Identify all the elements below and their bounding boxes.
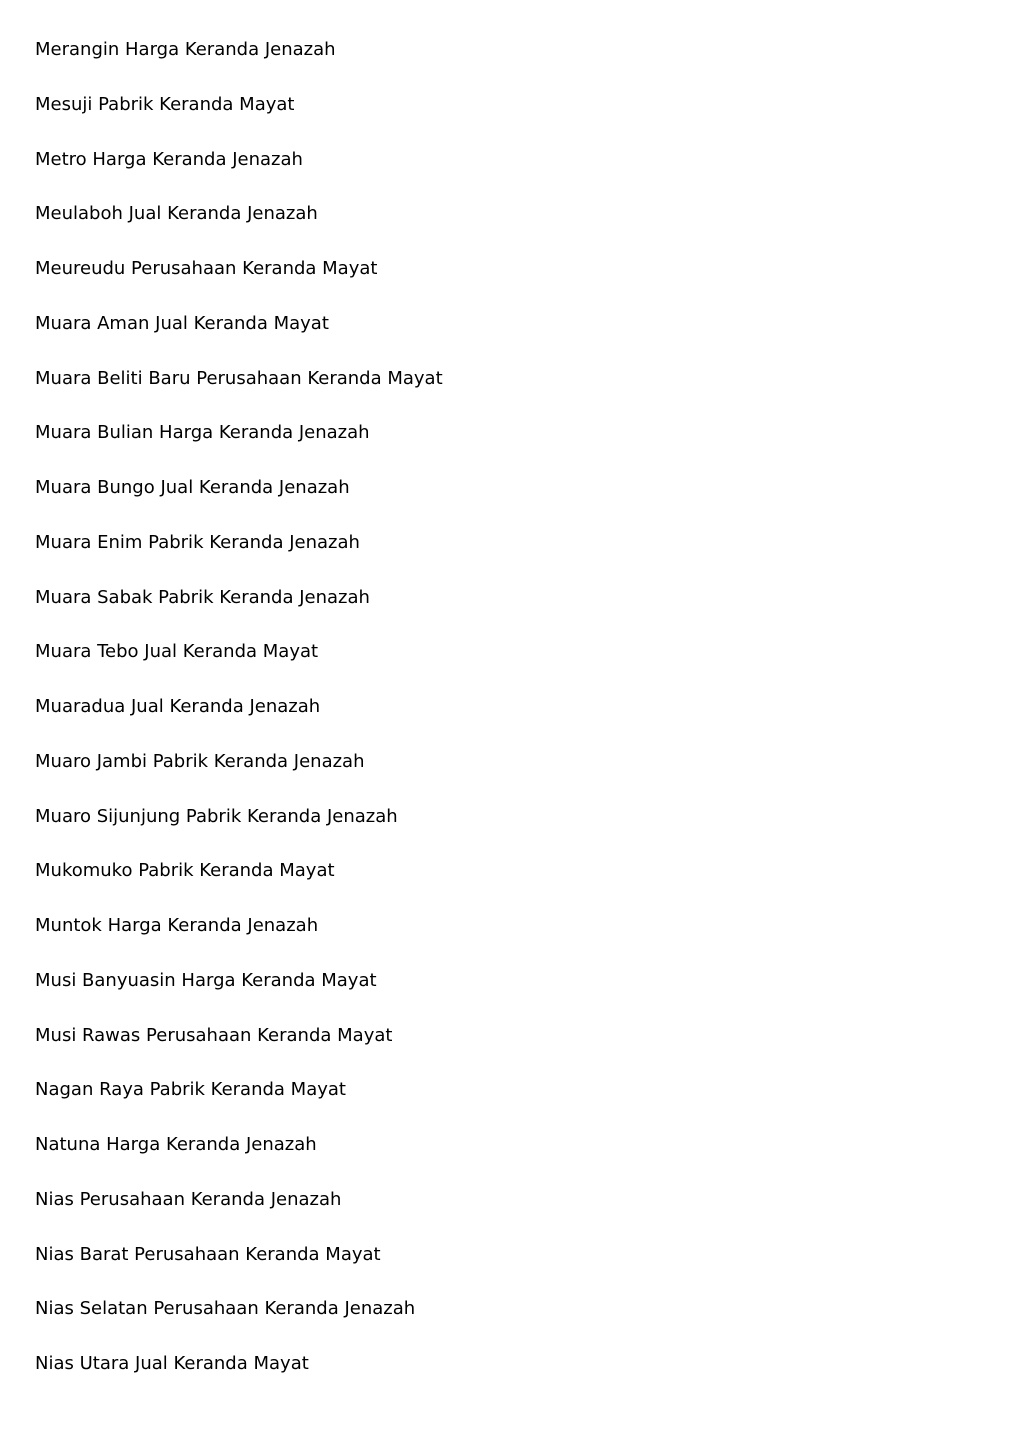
list-item-text: Muaro Sijunjung Pabrik Keranda Jenazah	[35, 805, 398, 827]
list-item-text: Muara Enim Pabrik Keranda Jenazah	[35, 531, 360, 553]
list-item	[35, 1241, 443, 1296]
list-item	[35, 91, 443, 146]
list-item	[35, 748, 443, 803]
list-item	[35, 803, 443, 858]
list-item-text: Muara Bulian Harga Keranda Jenazah	[35, 422, 370, 444]
list-item-text: Musi Rawas Perusahaan Keranda Mayat	[35, 1024, 393, 1046]
list-item-text: Nias Utara Jual Keranda Mayat	[35, 1353, 309, 1374]
list-item	[35, 584, 443, 639]
list-item-text: Muara Beliti Baru Perusahaan Keranda Mayat	[35, 367, 443, 389]
list-item	[35, 1350, 443, 1405]
list-item-text: Muaradua Jual Keranda Jenazah	[35, 696, 321, 717]
list-item	[35, 255, 443, 310]
list-item	[35, 967, 443, 1022]
list-item-text: Meulaboh Jual Keranda Jenazah	[35, 203, 318, 225]
list-item-text: Nias Perusahaan Keranda Jenazah	[35, 1188, 342, 1210]
list-item	[35, 146, 443, 201]
list-item	[35, 200, 443, 255]
list-item	[35, 365, 443, 420]
list-item-text: Muaro Jambi Pabrik Keranda Jenazah	[35, 750, 365, 772]
list-item	[35, 474, 443, 529]
list-item-text: Natuna Harga Keranda Jenazah	[35, 1134, 317, 1155]
list-item	[35, 1076, 443, 1131]
location-list	[35, 36, 443, 1405]
list-item-text: Nagan Raya Pabrik Keranda Mayat	[35, 1079, 346, 1101]
list-item-text: Muntok Harga Keranda Jenazah	[35, 915, 319, 936]
list-item	[35, 1131, 443, 1186]
list-item-text: Muara Tebo Jual Keranda Mayat	[35, 641, 319, 663]
list-item-text: Muara Aman Jual Keranda Mayat	[35, 312, 329, 334]
list-item	[35, 638, 443, 693]
list-item-text: Muara Sabak Pabrik Keranda Jenazah	[35, 586, 370, 608]
list-item-text: Nias Selatan Perusahaan Keranda Jenazah	[35, 1298, 416, 1320]
list-item-text: Meureudu Perusahaan Keranda Mayat	[35, 258, 378, 279]
list-item	[35, 1022, 443, 1077]
list-item	[35, 36, 443, 91]
list-item-text: Merangin Harga Keranda Jenazah	[35, 39, 336, 60]
list-item-text: Metro Harga Keranda Jenazah	[35, 148, 303, 170]
list-item-text: Mesuji Pabrik Keranda Mayat	[35, 93, 295, 115]
list-item	[35, 1295, 443, 1350]
list-item-text: Muara Bungo Jual Keranda Jenazah	[35, 477, 350, 498]
list-item	[35, 1186, 443, 1241]
list-item	[35, 529, 443, 584]
list-item	[35, 857, 443, 912]
list-item-text: Nias Barat Perusahaan Keranda Mayat	[35, 1243, 381, 1265]
list-item	[35, 419, 443, 474]
list-item	[35, 912, 443, 967]
list-item-text: Mukomuko Pabrik Keranda Mayat	[35, 860, 335, 882]
list-item-text: Musi Banyuasin Harga Keranda Mayat	[35, 969, 377, 991]
list-item	[35, 693, 443, 748]
list-item	[35, 310, 443, 365]
